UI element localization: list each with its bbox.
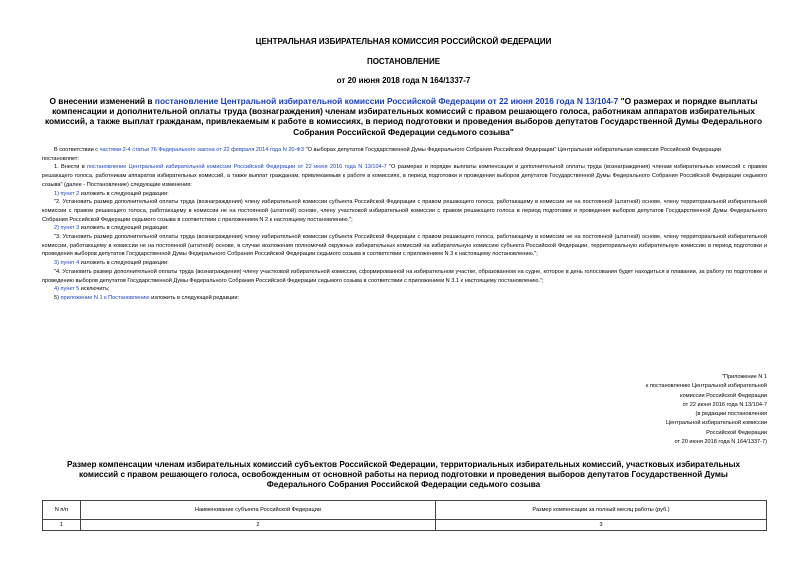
table-title: Размер компенсации членам избирательных комиссий субъектов Российской Федерации, территориальных избирательных комиссий, участковых избирательных комиссий с правом решающего голоса, освобожденным от основной работы на период подготовки и проведения выборов депутатов Государственной Думы Федерального Собрания Российской Федерации седьмого созыва xyxy=(66,460,741,490)
table-header-cell: Наименование субъекта Российской Федерации xyxy=(80,501,435,520)
paragraph-item-3: 3) пункт 4 изложить в следующей редакции: xyxy=(54,260,169,267)
resolution-link[interactable]: постановление Центральной избирательной комиссии Российской Федерации от 22 июня 2016 года N 13/104-7 xyxy=(87,164,387,171)
item-link-3[interactable]: 2) пункт 3 xyxy=(54,225,80,232)
table-cell: 1 xyxy=(43,520,81,531)
table-header-row xyxy=(43,501,767,520)
document-title: О внесении изменений в постановление Центральной избирательной комиссии Российской Федерации от 22 июня 2016 года N 13/104-7 "О размерах и порядке выплаты компенсации и дополнительной оплаты труда (вознаграждения) членам избирательных комиссий с правом решающего голоса, работникам аппаратов избирательных комиссий, а также выплат гражданам, привлекаемым к работе в комиссиях, в период подготовки и проведения выборов депутатов Государственной Думы Федерального Собрания Российской Федерации седьмого созыва" xyxy=(44,96,763,137)
law-link[interactable]: частями 2-4 статьи 76 Федерального закона от 22 февраля 2014 года N 20-ФЗ xyxy=(99,147,305,153)
table-cell: 2 xyxy=(80,520,435,531)
table-header-cell: N п/п xyxy=(43,501,81,520)
paragraph-preamble: В соответствии с частями 2-4 статьи 76 Федерального закона от 22 февраля 2014 года N 20-ФЗ "О выборах депутатов Государственной Думы Федерального Собрания Российской Федерации" Центральная избирательная комиссия Российской Федерации xyxy=(54,147,722,153)
document-body xyxy=(42,146,767,303)
paragraph-resolves: постановляет: xyxy=(42,155,79,162)
paragraph-1: 1. Внести в постановление Центральной избирательной комиссии Российской Федерации от 22 июня 2016 года N 13/104-7 "О размерах и порядке выплаты компенсации и дополнительной оплаты труда (вознаграждения) членам избирательных комиссий с правом решающего голоса, работникам аппаратов избирательных комиссий, а также выплат гражданам, привлекаемым к работе в комиссиях, в период подготовки и проведения выборов депутатов Государственной Думы Федерального Собрания Российской Федерации седьмого созыва" (далее - Постановление) следующие изменения: xyxy=(42,164,767,188)
table-row xyxy=(43,520,767,531)
document-date-number: от 20 июня 2018 года N 164/1337-7 xyxy=(336,76,471,85)
item-link-2[interactable]: 1) пункт 2 xyxy=(54,190,80,197)
title-link[interactable]: постановление Центральной избирательной комиссии Российской Федерации от 22 июня 2016 года N 13/104-7 xyxy=(154,96,619,106)
paragraph-item-2: 2) пункт 3 изложить в следующей редакции: xyxy=(54,225,169,232)
paragraph-quote-3: "3. Установить размер дополнительной оплаты труда (вознаграждения) члену избирательной комиссии субъекта Российской Федерации с правом решающего голоса, работающему в комиссии не на постоянной (штатной) основе, члену территориальной избирательной комиссии, работающему в комиссии не на постоянной (штатной) основе, в случае возложения полномочий окружных избирательных комиссий на избирательную комиссию субъекта Российской Федерации, территориальную избирательную комиссию в период подготовки и проведения выборов депутатов Государственной Думы Федерального Собрания Российской Федерации седьмого созыва в соответствии с приложением N 3 к настоящему постановлению."; xyxy=(42,234,767,258)
item-link-4[interactable]: 3) пункт 4 xyxy=(54,260,80,267)
paragraph-item-5: 5) приложение N 1 к Постановлению изложить в следующей редакции: xyxy=(54,294,240,301)
appendix-reference: "Приложение N 1 к постановлению Центральной избирательной комиссии Российской Федерации от 22 июня 2016 года N 13/104-7 (в редакции постановления Центральной избирательной комиссии Российской Федерации от 20 июня 2018 года N 164/1337-7) xyxy=(645,374,767,446)
table-header-cell: Размер компенсации за полный месяц работы (руб.) xyxy=(436,501,767,520)
paragraph-quote-2: "2. Установить размер дополнительной оплаты труда (вознаграждения) члену избирательной комиссии субъекта Российской Федерации с правом решающего голоса, работающему в комиссии не на постоянной (штатной) основе, члену территориальной избирательной комиссии с правом решающего голоса, работающему в комиссии не на постоянной (штатной) основе, члену участковой избирательной комиссии с правом решающего голоса в период подготовки и проведения выборов депутатов Государственной Думы Федерального Собрания Российской Федерации седьмого созыва в соответствии с приложением N 2 к настоящему постановлению."; xyxy=(42,199,767,223)
paragraph-item-1: 1) пункт 2 изложить в следующей редакции: xyxy=(54,190,169,197)
document-type: ПОСТАНОВЛЕНИЕ xyxy=(366,57,441,66)
item-link-5[interactable]: 4) пункт 5 xyxy=(54,286,80,293)
organization-name: ЦЕНТРАЛЬНАЯ ИЗБИРАТЕЛЬНАЯ КОМИССИЯ РОССИЙСКОЙ ФЕДЕРАЦИИ xyxy=(255,37,552,46)
compensation-table xyxy=(42,500,767,531)
paragraph-item-4: 4) пункт 5 исключить; xyxy=(54,286,110,293)
paragraph-quote-4: "4. Установить размер дополнительной оплаты труда (вознаграждения) члену участковой избирательной комиссии, сформированной на избирательном участке, образованном на судне, которое в день голосования будет находиться в плавании, за работу по подготовке и проведению выборов депутатов Государственной Думы Федерального Собрания Российской Федерации седьмого созыва в соответствии с приложением N 3.1 к настоящему постановлению."; xyxy=(42,268,767,284)
table-cell: 3 xyxy=(436,520,767,531)
appendix-link[interactable]: приложение N 1 к Постановлению xyxy=(60,294,150,301)
